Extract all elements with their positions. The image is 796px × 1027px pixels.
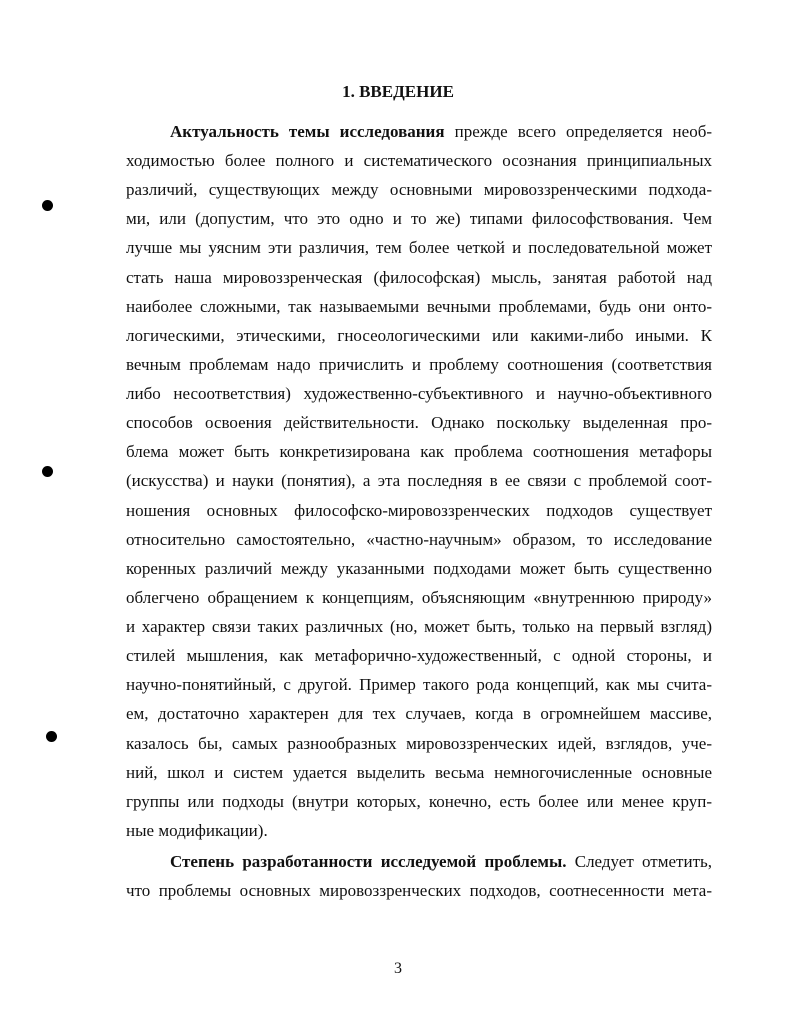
- text-line: [126, 880, 712, 902]
- line-text: прежде всего определяется необ-: [454, 122, 712, 141]
- text-line: [126, 791, 712, 813]
- line-text: способов освоения действительности. Однако поскольку выделенная про-: [126, 413, 712, 432]
- line-text: облегчено обращением к концепциям, объясняющим «внутреннюю природу»: [126, 588, 712, 607]
- text-line: [126, 733, 712, 755]
- page-title: 1. ВВЕДЕНИЕ: [342, 82, 454, 101]
- text-line: [126, 616, 712, 638]
- text-line: [126, 645, 712, 667]
- text-line: [126, 208, 712, 230]
- line-text: ми, или (допустим, что это одно и то же) типами философствования. Чем: [126, 209, 712, 228]
- text-line: [126, 558, 712, 580]
- line-text: коренных различий между указанными подходами может быть существенно: [126, 559, 712, 578]
- line-text: лучше мы уясним эти различия, тем более четкой и последовательной может: [126, 238, 712, 257]
- text-line: [126, 762, 712, 784]
- text-line: [126, 587, 712, 609]
- line-text: различий, существующих между основными мировоззренческими подхода-: [126, 180, 712, 199]
- line-text: ные модификации).: [126, 821, 268, 840]
- binding-hole-middle: [42, 466, 53, 477]
- line-text: и характер связи таких различных (но, может быть, только на первый взгляд): [126, 617, 712, 636]
- text-line: [170, 121, 712, 143]
- line-text: логическими, этическими, гносеологическими или какими-либо иными. К: [126, 326, 712, 345]
- line-text: вечным проблемам надо причислить и проблему соотношения (соответствия: [126, 355, 712, 374]
- line-text: стилей мышления, как метафорично-художественный, с одной стороны, и: [126, 646, 712, 665]
- paragraph-lead: Степень разработанности исследуемой проблемы.: [170, 852, 567, 871]
- text-line: [126, 296, 712, 318]
- text-line: [126, 412, 712, 434]
- line-text: (искусства) и науки (понятия), а эта последняя в ее связи с проблемой соот-: [126, 471, 712, 490]
- line-text: наиболее сложными, так называемыми вечными проблемами, будь они онто-: [126, 297, 712, 316]
- text-line: [126, 470, 712, 492]
- text-line: [126, 441, 712, 463]
- line-text: научно-понятийный, с другой. Пример такого рода концепций, как мы счита-: [126, 675, 712, 694]
- line-text: ний, школ и систем удается выделить весьма немногочисленные основные: [126, 763, 712, 782]
- line-text: блема может быть конкретизирована как проблема соотношения метафоры: [126, 442, 712, 461]
- text-line: [170, 851, 712, 873]
- text-line: [126, 529, 712, 551]
- line-text: казалось бы, самых разнообразных мировоззренческих идей, взглядов, уче-: [126, 734, 712, 753]
- line-text: стать наша мировоззренческая (философская) мысль, занятая работой над: [126, 268, 712, 287]
- paragraph-lead: Актуальность темы исследования: [170, 122, 445, 141]
- text-line: [126, 674, 712, 696]
- text-line: [126, 179, 712, 201]
- text-line: [126, 703, 712, 725]
- binding-hole-top: [42, 200, 53, 211]
- text-line: [126, 267, 712, 289]
- line-text: что проблемы основных мировоззренческих подходов, соотнесенности мета-: [126, 881, 712, 900]
- page-number: 3: [394, 960, 402, 977]
- line-text: либо несоответствия) художественно-субъективного и научно-объективного: [126, 384, 712, 403]
- text-line: [126, 150, 712, 172]
- line-text: ходимостью более полного и систематического осознания принципиальных: [126, 151, 712, 170]
- text-line: [126, 325, 712, 347]
- line-text: Следует отметить,: [574, 852, 712, 871]
- text-line: [126, 820, 712, 842]
- text-line: [126, 354, 712, 376]
- text-line: [126, 500, 712, 522]
- binding-hole-bottom: [46, 731, 57, 742]
- line-text: относительно самостоятельно, «частно-научным» образом, то исследование: [126, 530, 712, 549]
- text-line: [126, 383, 712, 405]
- line-text: группы или подходы (внутри которых, конечно, есть более или менее круп-: [126, 792, 712, 811]
- line-text: ношения основных философско-мировоззренческих подходов существует: [126, 501, 712, 520]
- line-text: ем, достаточно характерен для тех случаев, когда в огромнейшем массиве,: [126, 704, 712, 723]
- text-line: [126, 237, 712, 259]
